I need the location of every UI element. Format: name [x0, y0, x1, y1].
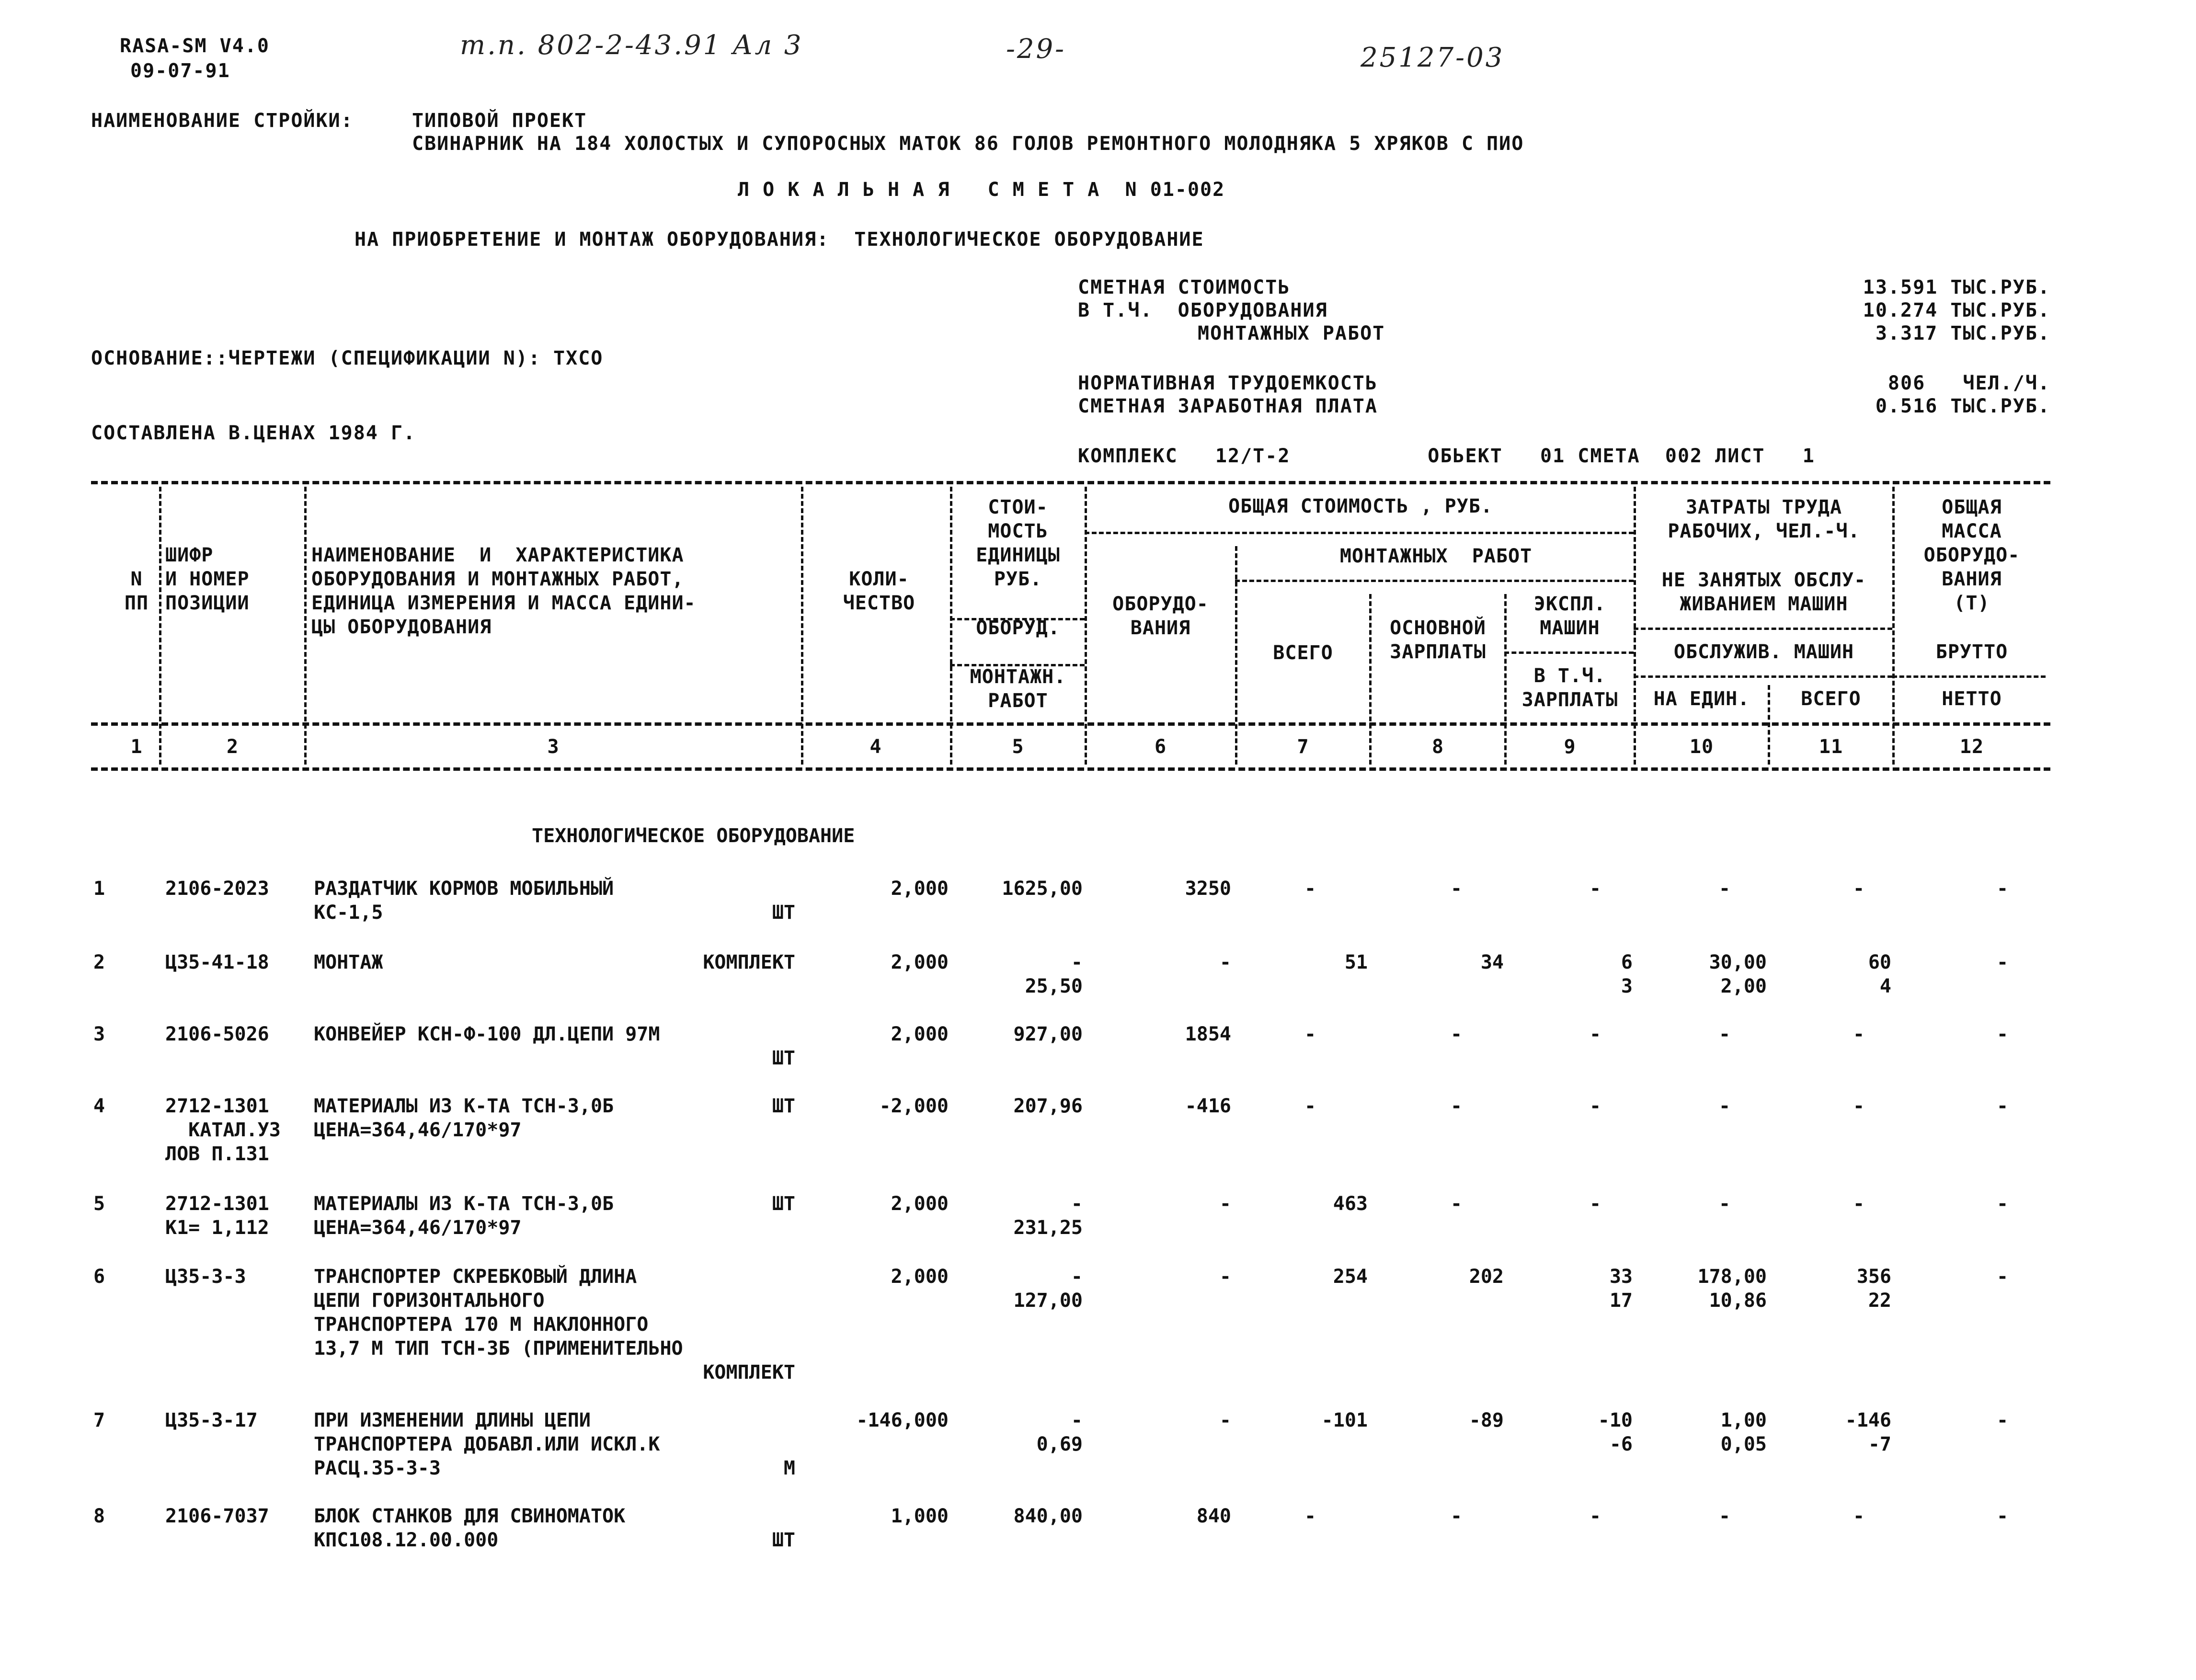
col-number: 4	[869, 736, 882, 758]
construction-name: СВИНАРНИК НА 184 ХОЛОСТЫХ И СУПОРОСНЫХ МАТОК 86 ГОЛОВ РЕМОНТНОГО МОЛОДНЯКА 5 ХРЯКОВ С ПИО	[412, 133, 1524, 155]
summary-wage-value: 0.516 ТЫС.РУБ.	[1875, 395, 2050, 417]
col-divider	[1504, 594, 1507, 765]
cell-c5: 927,00	[1013, 1023, 1083, 1045]
cell-c12: -	[1996, 1266, 2009, 1288]
cell-c10: 178,00	[1697, 1266, 1767, 1288]
header-col5-mounting: МОНТАЖН. РАБОТ	[970, 666, 1066, 712]
cell-c11b: -7	[1868, 1433, 1891, 1455]
cell-c7: 254	[1333, 1266, 1368, 1288]
cell-name: КОНВЕЙЕР КСН-Ф-100 ДЛ.ЦЕПИ 97М	[314, 1023, 660, 1045]
cell-qty: 2,000	[891, 1023, 949, 1045]
cell-c11: -	[1853, 878, 1865, 900]
cell-name: МАТЕРИАЛЫ ИЗ К-ТА ТСН-3,0Б ЦЕНА=364,46/170*97	[314, 1193, 614, 1239]
handwritten-archive-number: 25127-03	[1361, 42, 1505, 73]
cell-c6: 840	[1196, 1505, 1231, 1527]
col-divider	[1235, 546, 1237, 765]
cell-c12: -	[1996, 1023, 2009, 1045]
cell-c9: -	[1589, 1023, 1601, 1045]
header-col12-net: НЕТТО	[1942, 688, 2002, 710]
cell-c11: 60	[1868, 951, 1891, 973]
colnum-bottom-rule	[91, 767, 2050, 771]
cell-c5b: 0,69	[1036, 1433, 1083, 1455]
col-divider	[1634, 487, 1636, 765]
col-number: 10	[1689, 736, 1714, 758]
cell-c10: -	[1718, 1193, 1731, 1215]
cell-unit: ШТ	[772, 1095, 795, 1117]
cell-code: Ц35-3-3	[165, 1266, 246, 1288]
complex-object-sheet-line: КОМПЛЕКС 12/Т-2 ОБЬЕКТ 01 СМЕТА 002 ЛИСТ 1	[1078, 445, 1815, 467]
header-col12-gross: БРУТТО	[1935, 641, 2008, 663]
header-col4: КОЛИ- ЧЕСТВО	[843, 568, 915, 614]
cell-c10: 30,00	[1709, 951, 1767, 973]
header-rule	[1892, 675, 2046, 678]
cell-n: 3	[93, 1023, 105, 1045]
cell-code: Ц35-41-18	[165, 951, 269, 973]
cell-c5b: 127,00	[1013, 1290, 1083, 1312]
col-divider	[1768, 685, 1770, 765]
cell-n: 5	[93, 1193, 105, 1215]
cell-qty: -146,000	[856, 1409, 949, 1431]
cell-c9b: 3	[1621, 975, 1633, 997]
cell-c10: 1,00	[1720, 1409, 1767, 1431]
prices-year-line: СОСТАВЛЕНА В.ЦЕНАХ 1984 Г.	[91, 422, 416, 444]
cell-name: МАТЕРИАЛЫ ИЗ К-ТА ТСН-3,0Б ЦЕНА=364,46/170*97	[314, 1095, 614, 1141]
cell-unit: КОМПЛЕКТ	[703, 1361, 795, 1383]
header-mounting-works: МОНТАЖНЫХ РАБОТ	[1339, 545, 1533, 567]
header-col1: N ПП	[124, 568, 149, 614]
cell-c5: 207,96	[1013, 1095, 1083, 1117]
cell-code: 2106-7037	[165, 1505, 269, 1527]
col-number: 8	[1431, 736, 1444, 758]
summary-labor-label: НОРМАТИВНАЯ ТРУДОЕМКОСТЬ	[1078, 372, 1378, 394]
cell-unit: М	[783, 1457, 795, 1479]
cell-c11: -	[1853, 1193, 1865, 1215]
cell-unit: КОМПЛЕКТ	[703, 951, 795, 973]
cell-unit: ШТ	[772, 1193, 795, 1215]
cell-c7: 463	[1333, 1193, 1368, 1215]
col-number: 2	[226, 736, 239, 758]
header-col12-top: ОБЩАЯ МАССА ОБОРУДО- ВАНИЯ (Т)	[1923, 496, 2020, 614]
col-number: 3	[547, 736, 560, 758]
construction-type: ТИПОВОЙ ПРОЕКТ	[412, 110, 587, 132]
header-col9-bottom: В Т.Ч. ЗАРПЛАТЫ	[1521, 665, 1618, 711]
construction-label: НАИМЕНОВАНИЕ СТРОЙКИ:	[91, 110, 354, 132]
cell-c6: -	[1219, 1409, 1231, 1431]
cell-c10b: 10,86	[1709, 1290, 1767, 1312]
cell-c6: 1854	[1185, 1023, 1231, 1045]
col-divider	[1085, 487, 1087, 765]
header-col9-top: ЭКСПЛ. МАШИН	[1533, 593, 1606, 639]
header-rule	[1634, 675, 1892, 678]
cell-c11b: 4	[1879, 975, 1891, 997]
cell-c9: 6	[1621, 951, 1633, 973]
header-col8: ОСНОВНОЙ ЗАРПЛАТЫ	[1390, 617, 1486, 663]
col-number: 6	[1154, 736, 1167, 758]
header-rule	[1235, 580, 1634, 582]
cell-n: 2	[93, 951, 105, 973]
cell-c6: -	[1219, 951, 1231, 973]
cell-c10b: 0,05	[1720, 1433, 1767, 1455]
cell-c7: -	[1304, 1023, 1316, 1045]
cell-c8: -	[1450, 878, 1463, 900]
cell-unit: ШТ	[772, 1047, 795, 1069]
section-heading: ТЕХНОЛОГИЧЕСКОЕ ОБОРУДОВАНИЕ	[532, 825, 855, 847]
cell-code: 2712-1301 КАТАЛ.УЗ ЛОВ П.131	[165, 1095, 281, 1165]
cell-c11: -	[1853, 1023, 1865, 1045]
cell-c12: -	[1996, 1095, 2009, 1117]
cell-c11: -	[1853, 1095, 1865, 1117]
cell-c6: 3250	[1185, 878, 1231, 900]
cell-c8: -	[1450, 1023, 1463, 1045]
cell-c7: -	[1304, 1095, 1316, 1117]
cell-c5: -	[1071, 951, 1083, 973]
header-rule	[1504, 651, 1634, 654]
summary-equip-label: В Т.Ч. ОБОРУДОВАНИЯ	[1078, 299, 1328, 321]
estimate-title: Л О К А Л Ь Н А Я С М Е Т А N 01-002	[738, 179, 1225, 201]
header-col10-bottom: НА ЕДИН.	[1653, 688, 1750, 710]
cell-c8: 202	[1469, 1266, 1504, 1288]
cell-c5: -	[1071, 1266, 1083, 1288]
cell-c8: -	[1450, 1505, 1463, 1527]
cell-name: МОНТАЖ	[314, 951, 383, 973]
col-number: 1	[130, 736, 143, 758]
col-divider	[304, 487, 307, 765]
cell-c10: -	[1718, 878, 1731, 900]
header-col5-equipment: ОБОРУД.	[976, 617, 1060, 639]
cell-c9: -	[1589, 878, 1601, 900]
col-divider	[801, 487, 803, 765]
cell-n: 4	[93, 1095, 105, 1117]
cell-c9: 33	[1609, 1266, 1633, 1288]
col-divider	[159, 487, 161, 765]
cell-c7: -	[1304, 878, 1316, 900]
col-divider	[1369, 594, 1372, 765]
handwritten-project-ref: т.п. 802-2-43.91 Ал 3	[460, 30, 803, 61]
summary-cost-value: 13.591 ТЫС.РУБ.	[1863, 276, 2050, 298]
cell-code: 2106-2023	[165, 878, 269, 900]
cell-c12: -	[1996, 878, 2009, 900]
cell-c9: -	[1589, 1505, 1601, 1527]
cell-n: 7	[93, 1409, 105, 1431]
header-rule	[1085, 532, 1634, 534]
cell-code: 2712-1301 К1= 1,112	[165, 1193, 269, 1239]
cell-c9: -	[1589, 1193, 1601, 1215]
cell-qty: 1,000	[891, 1505, 949, 1527]
cell-c10: -	[1718, 1023, 1731, 1045]
cell-qty: 2,000	[891, 878, 949, 900]
cell-code: Ц35-3-17	[165, 1409, 258, 1431]
cell-c5: -	[1071, 1193, 1083, 1215]
col-number: 12	[1959, 736, 1984, 758]
header-col6: ОБОРУДО- ВАНИЯ	[1112, 593, 1209, 639]
cell-n: 6	[93, 1266, 105, 1288]
table-top-rule	[91, 481, 2050, 484]
cell-name: БЛОК СТАНКОВ ДЛЯ СВИНОМАТОК КПС108.12.00.000	[314, 1505, 626, 1551]
cell-c12: -	[1996, 951, 2009, 973]
col-number: 5	[1012, 736, 1024, 758]
summary-mount-value: 3.317 ТЫС.РУБ.	[1875, 322, 2050, 344]
cell-c6: -416	[1185, 1095, 1231, 1117]
header-bottom-rule	[91, 722, 2050, 726]
summary-labor-value: 806 ЧЕЛ./Ч.	[1887, 372, 2050, 394]
cell-c7: -101	[1321, 1409, 1368, 1431]
cell-c11b: 22	[1868, 1290, 1891, 1312]
cell-code: 2106-5026	[165, 1023, 269, 1045]
header-total-cost: ОБЩАЯ СТОИМОСТЬ , РУБ.	[1228, 495, 1493, 517]
header-labor-costs: ЗАТРАТЫ ТРУДА РАБОЧИХ, ЧЕЛ.-Ч.	[1668, 496, 1860, 542]
header-col10-middle: ОБСЛУЖИВ. МАШИН	[1673, 641, 1854, 663]
summary-mount-label: МОНТАЖНЫХ РАБОТ	[1198, 322, 1385, 344]
cell-name: ТРАНСПОРТЕР СКРЕБКОВЫЙ ДЛИНА ЦЕПИ ГОРИЗОНТАЛЬНОГО ТРАНСПОРТЕРА 170 М НАКЛОННОГО 13,7 М ТИП ТСН-3Б (ПРИМЕНИТЕЛЬНО	[314, 1266, 683, 1360]
cell-n: 1	[93, 878, 105, 900]
cell-c11: -146	[1845, 1409, 1891, 1431]
handwritten-page-number: -29-	[1006, 34, 1066, 65]
summary-cost-label: СМЕТНАЯ СТОИМОСТЬ	[1078, 276, 1291, 298]
header-col2: ШИФР И НОМЕР ПОЗИЦИИ	[165, 544, 250, 614]
print-date: 09-07-91	[130, 60, 230, 82]
col-number: 7	[1297, 736, 1309, 758]
cell-name: ПРИ ИЗМЕНЕНИИ ДЛИНЫ ЦЕПИ ТРАНСПОРТЕРА ДОБАВЛ.ИЛИ ИСКЛ.К РАСЦ.35-3-3	[314, 1409, 660, 1479]
cell-unit: ШТ	[772, 1529, 795, 1551]
cell-c6: -	[1219, 1193, 1231, 1215]
estimate-purpose: НА ПРИОБРЕТЕНИЕ И МОНТАЖ ОБОРУДОВАНИЯ: ТЕХНОЛОГИЧЕСКОЕ ОБОРУДОВАНИЕ	[355, 229, 1204, 251]
cell-c9b: 17	[1609, 1290, 1633, 1312]
cell-c9: -10	[1598, 1409, 1633, 1431]
header-col11: ВСЕГО	[1801, 688, 1861, 710]
cell-c8: -	[1450, 1095, 1463, 1117]
header-col3: НАИМЕНОВАНИЕ И ХАРАКТЕРИСТИКА ОБОРУДОВАНИЯ И МОНТАЖНЫХ РАБОТ, ЕДИНИЦА ИЗМЕРЕНИЯ И МАССА ЕДИНИ- ЦЫ ОБОРУДОВАНИЯ	[311, 544, 696, 638]
cell-c6: -	[1219, 1266, 1231, 1288]
cell-c10: -	[1718, 1505, 1731, 1527]
cell-c12: -	[1996, 1505, 2009, 1527]
col-number: 11	[1819, 736, 1843, 758]
cell-c8: 34	[1480, 951, 1504, 973]
cell-c11: -	[1853, 1505, 1865, 1527]
header-col7: ВСЕГО	[1273, 642, 1333, 664]
cell-c5b: 231,25	[1013, 1217, 1083, 1239]
cell-c5: 840,00	[1013, 1505, 1083, 1527]
cell-c7: 51	[1344, 951, 1368, 973]
cell-c10b: 2,00	[1720, 975, 1767, 997]
cell-c9: -	[1589, 1095, 1601, 1117]
cell-c5: -	[1071, 1409, 1083, 1431]
summary-equip-value: 10.274 ТЫС.РУБ.	[1863, 299, 2050, 321]
cell-qty: 2,000	[891, 1193, 949, 1215]
system-stamp: RASA-SM V4.0	[120, 35, 270, 57]
cell-c11: 356	[1856, 1266, 1891, 1288]
cell-c8: -89	[1469, 1409, 1504, 1431]
col-divider	[950, 487, 952, 765]
cell-c8: -	[1450, 1193, 1463, 1215]
cell-c10: -	[1718, 1095, 1731, 1117]
basis-line: ОСНОВАНИЕ::ЧЕРТЕЖИ (СПЕЦИФИКАЦИИ N): ТХСО	[91, 347, 604, 369]
cell-name: РАЗДАТЧИК КОРМОВ МОБИЛЬНЫЙ КС-1,5	[314, 878, 614, 924]
cell-c9b: -6	[1609, 1433, 1633, 1455]
header-rule	[1634, 628, 1892, 630]
cell-c5b: 25,50	[1025, 975, 1083, 997]
cell-c7: -	[1304, 1505, 1316, 1527]
cell-c5: 1625,00	[1002, 878, 1083, 900]
summary-wage-label: СМЕТНАЯ ЗАРАБОТНАЯ ПЛАТА	[1078, 395, 1378, 417]
header-col10-top: НЕ ЗАНЯТЫХ ОБСЛУ- ЖИВАНИЕМ МАШИН	[1661, 569, 1866, 615]
cell-c12: -	[1996, 1193, 2009, 1215]
header-col5-top: СТОИ- МОСТЬ ЕДИНИЦЫ РУБ.	[976, 496, 1060, 590]
cell-unit: ШТ	[772, 902, 795, 924]
col-divider	[1892, 487, 1895, 765]
cell-n: 8	[93, 1505, 105, 1527]
cell-c12: -	[1996, 1409, 2009, 1431]
cell-qty: 2,000	[891, 951, 949, 973]
cell-qty: -2,000	[879, 1095, 949, 1117]
cell-qty: 2,000	[891, 1266, 949, 1288]
col-number: 9	[1564, 736, 1576, 758]
